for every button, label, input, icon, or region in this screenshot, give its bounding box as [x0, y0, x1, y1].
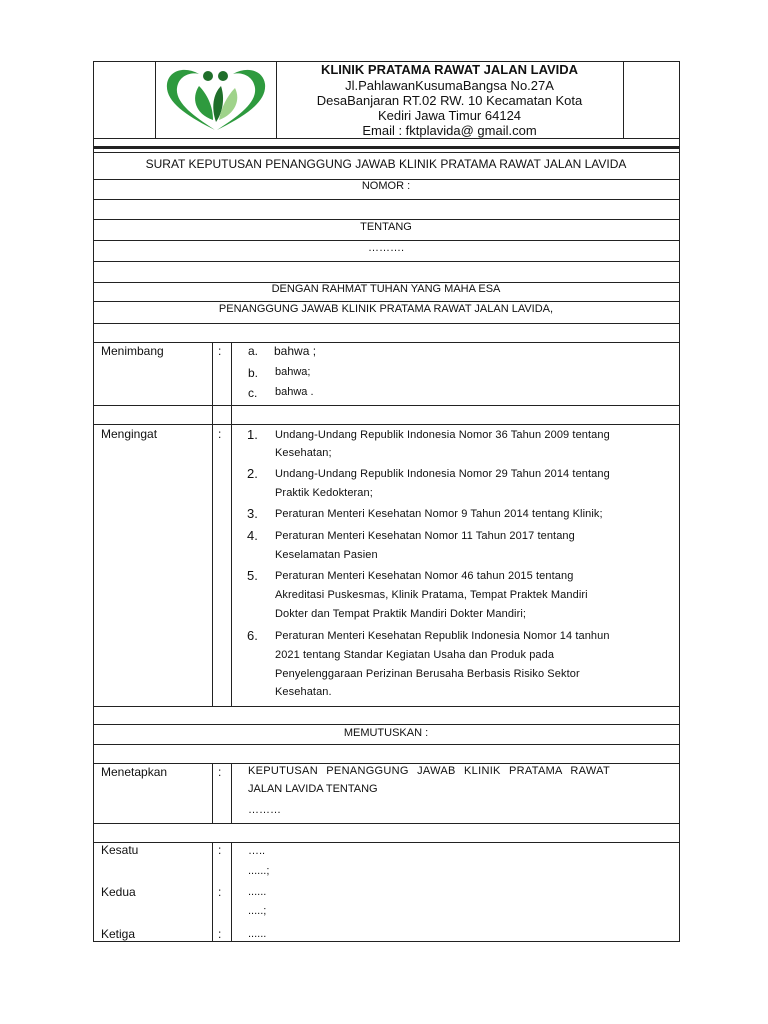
menimbang-item-b: bahwa; — [275, 366, 311, 378]
mengingat-item-5-line-3: Dokter dan Tempat Praktik Mandiri Dokter Mandiri; — [275, 608, 527, 620]
mengingat-marker-6: 6. — [247, 628, 258, 643]
mengingat-item-6-line-3: Penyelenggaraan Perizinan Berusaha Berbasis Risiko Sektor — [275, 668, 580, 680]
document-title: SURAT KEPUTUSAN PENANGGUNG JAWAB KLINIK PRATAMA RAWAT JALAN LAVIDA — [145, 157, 627, 171]
clinic-address-line-3: Kediri Jawa Timur 64124 — [377, 108, 522, 123]
subject-label: TENTANG — [360, 221, 412, 233]
menimbang-marker-c: c. — [248, 386, 258, 400]
menetapkan-colon: : — [218, 765, 222, 779]
menimbang-item-a: bahwa ; — [274, 344, 317, 358]
mengingat-item-3-line-1: Peraturan Menteri Kesehatan Nomor 9 Tahun 2014 tentang Klinik; — [275, 508, 603, 520]
mengingat-marker-5: 5. — [247, 568, 258, 583]
mengingat-colon: : — [218, 427, 222, 441]
document-number: NOMOR : — [361, 180, 411, 192]
ketiga-line-1: ...... — [248, 928, 267, 940]
menetapkan-label: Menetapkan — [101, 765, 168, 779]
mengingat-item-5-line-1: Peraturan Menteri Kesehatan Nomor 46 tahun 2015 tentang — [275, 570, 574, 582]
mengingat-item-1-line-1: Undang-Undang Republik Indonesia Nomor 36 Tahun 2009 tentang — [275, 429, 610, 441]
kedua-line-1: ...... — [248, 886, 267, 898]
clinic-name: KLINIK PRATAMA RAWAT JALAN LAVIDA — [320, 62, 579, 77]
mengingat-item-6-line-4: Kesehatan. — [275, 686, 332, 698]
mengingat-item-2-line-2: Praktik Kedokteran; — [275, 487, 373, 499]
mengingat-item-4-line-2: Keselamatan Pasien — [275, 549, 378, 561]
menimbang-label: Menimbang — [101, 344, 164, 358]
leaf-left — [195, 86, 213, 120]
clinic-address-line-1: Jl.PahlawanKusumaBangsa No.27A — [345, 78, 554, 93]
ketiga-colon: : — [218, 927, 222, 941]
menetapkan-line-2: JALAN LAVIDA TENTANG — [248, 783, 378, 795]
mengingat-marker-2: 2. — [247, 466, 258, 481]
clinic-logo — [163, 64, 269, 132]
kesatu-colon: : — [218, 843, 222, 857]
kesatu-line-1: ….. — [248, 845, 266, 857]
mengingat-marker-4: 4. — [247, 528, 258, 543]
mengingat-item-6-line-2: 2021 tentang Standar Kegiatan Usaha dan Produk pada — [275, 649, 555, 661]
clinic-email: Email : fktplavida@ gmail.com — [362, 123, 537, 138]
figure-head-left — [203, 71, 213, 81]
figure-head-right — [218, 71, 228, 81]
menimbang-item-c: bahwa . — [275, 386, 314, 398]
kedua-colon: : — [218, 885, 222, 899]
mengingat-item-4-line-1: Peraturan Menteri Kesehatan Nomor 11 Tahun 2017 tentang — [275, 530, 575, 542]
menimbang-colon: : — [218, 344, 222, 358]
mengingat-item-6-line-1: Peraturan Menteri Kesehatan Republik Indonesia Nomor 14 tanhun — [275, 630, 610, 642]
kesatu-line-2: ......; — [248, 865, 270, 877]
kedua-label: Kedua — [101, 885, 136, 899]
menimbang-marker-a: a. — [248, 344, 259, 358]
kedua-line-2: .....; — [248, 905, 267, 917]
mengingat-marker-1: 1. — [247, 427, 258, 442]
invocation-line: DENGAN RAHMAT TUHAN YANG MAHA ESA — [271, 283, 501, 295]
mengingat-label: Mengingat — [101, 427, 158, 441]
mengingat-marker-3: 3. — [247, 506, 258, 521]
menimbang-marker-b: b. — [248, 366, 259, 380]
clinic-address-line-2: DesaBanjaran RT.02 RW. 10 Kecamatan Kota — [316, 93, 583, 108]
mengingat-item-2-line-1: Undang-Undang Republik Indonesia Nomor 29 Tahun 2014 tentang — [275, 468, 610, 480]
mengingat-item-1-line-2: Kesehatan; — [275, 447, 332, 459]
issuer-line: PENANGGUNG JAWAB KLINIK PRATAMA RAWAT JALAN LAVIDA, — [218, 303, 554, 315]
menetapkan-line-1: KEPUTUSAN PENANGGUNG JAWAB KLINIK PRATAMA RAWAT — [248, 765, 611, 777]
subject-value: ………. — [367, 242, 405, 254]
menetapkan-line-3: ……… — [248, 804, 281, 816]
decision-heading: MEMUTUSKAN : — [343, 727, 429, 739]
kesatu-label: Kesatu — [101, 843, 139, 857]
mengingat-item-5-line-2: Akreditasi Puskesmas, Klinik Pratama, Tempat Praktek Mandiri — [275, 589, 588, 601]
ketiga-label: Ketiga — [101, 927, 136, 941]
